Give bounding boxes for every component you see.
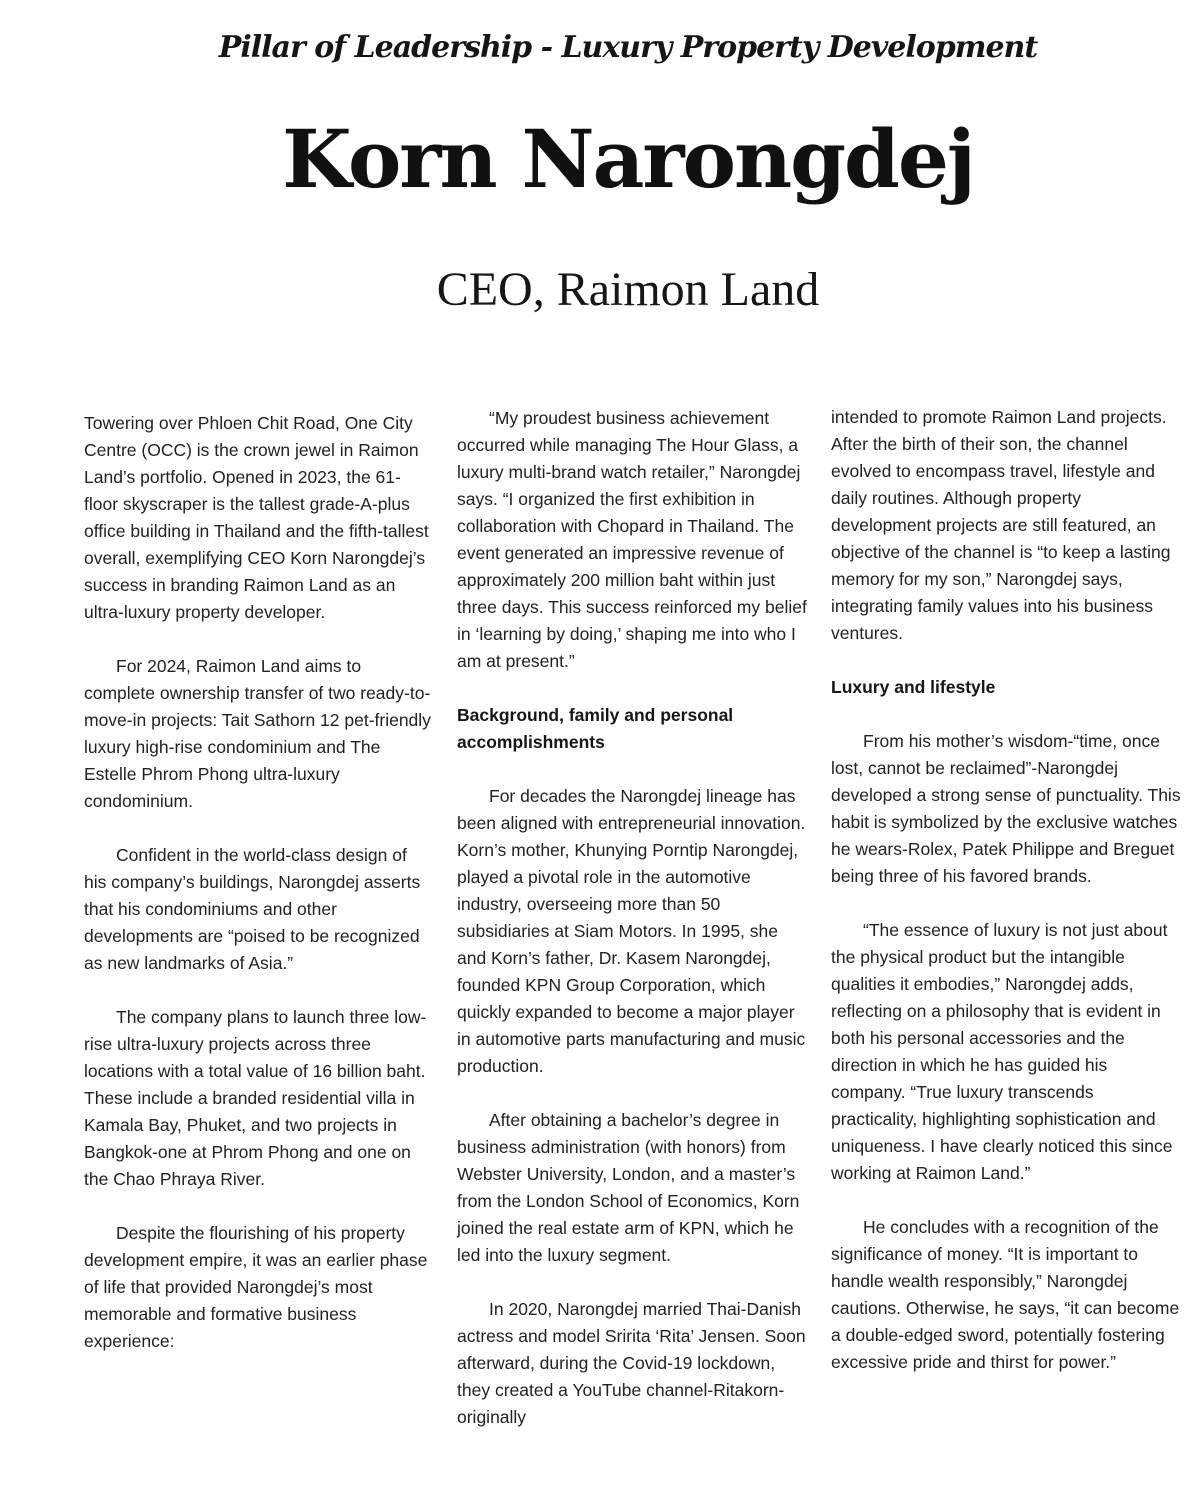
text-column-2	[457, 405, 807, 1458]
article-headline: Korn Narongdej	[282, 112, 974, 206]
body-paragraph: He concludes with a recognition of the significance of money. “It is important to handle wealth responsibly,” Narongdej cautions. Otherwise, he says, “it can become a double-edged sword, potentially fostering excessive pride and thirst for power.”	[831, 1217, 1180, 1372]
body-paragraph: After obtaining a bachelor’s degree in business administration (with honors) from Webster University, London, and a master’s from the London School of Economics, Korn joined the real estate arm of KPN, which he led into the luxury segment.	[457, 1110, 800, 1265]
section-heading: Background, family and personal accomplishments	[457, 705, 734, 752]
body-paragraph: “The essence of luxury is not just about the physical product but the intangible qualities it embodies,” Narongdej adds, reflecting on a philosophy that is evident in both his personal accessories and the direction in which he has guided his company. “True luxury transcends practicality, highlighting sophistication and uniqueness. I have clearly noticed this since working at Raimon Land.”	[831, 920, 1173, 1183]
body-paragraph: Despite the flourishing of his property development empire, it was an earlier phase of life that provided Narongdej’s most memorable and formative business experience:	[84, 1223, 428, 1351]
body-paragraph: Confident in the world-class design of his company’s buildings, Narongdej asserts that his condominiums and other developments are “poised to be recognized as new landmarks of Asia.”	[84, 845, 421, 973]
body-paragraph: “My proudest business achievement occurred while managing The Hour Glass, a luxury multi-brand watch retailer,” Narongdej says. “I organized the first exhibition in collaboration with Chopard in Thailand. The event generated an impressive revenue of approximately 200 million baht within just three days. This success reinforced my belief in ‘learning by doing,’ shaping me into who I am at present.”	[457, 408, 807, 671]
article-subheadline: CEO, Raimon Land	[436, 263, 820, 316]
text-column-3	[831, 404, 1181, 1403]
body-paragraph: The company plans to launch three low-rise ultra-luxury projects across three locations with a total value of 16 billion baht. These include a branded residential villa in Kamala Bay, Phuket, and two projects in Bangkok-one at Phrom Phong and one on the Chao Phraya River.	[84, 1007, 427, 1189]
body-paragraph: Towering over Phloen Chit Road, One City Centre (OCC) is the crown jewel in Raimon Land’s portfolio. Opened in 2023, the 61-floor skyscraper is the tallest grade-A-plus office building in Thailand and the fifth-tallest overall, exemplifying CEO Korn Narongdej’s success in branding Raimon Land as an ultra-luxury property developer.	[84, 413, 429, 622]
body-paragraph: From his mother’s wisdom-“time, once lost, cannot be reclaimed”-Narongdej developed a strong sense of punctuality. This habit is symbolized by the exclusive watches he wears-Rolex, Patek Philippe and Breguet being three of his favored brands.	[831, 731, 1181, 886]
body-paragraph: In 2020, Narongdej married Thai-Danish actress and model Sririta ‘Rita’ Jensen. Soon afterward, during the Covid-19 lockdown, they created a YouTube channel-Ritakorn-originally	[457, 1299, 806, 1427]
body-paragraph: For decades the Narongdej lineage has been aligned with entrepreneurial innovation. Korn’s mother, Khunying Porntip Narongdej, played a pivotal role in the automotive industry, overseeing more than 50 subsidiaries at Siam Motors. In 1995, she and Korn’s father, Dr. Kasem Narongdej, founded KPN Group Corporation, which quickly expanded to become a major player in automotive parts manufacturing and music production.	[457, 786, 806, 1076]
body-paragraph: For 2024, Raimon Land aims to complete ownership transfer of two ready-to-move-in projects: Tait Sathorn 12 pet-friendly luxury high-rise condominium and The Estelle Phrom Phong ultra-luxury condominium.	[84, 656, 431, 811]
section-heading: Luxury and lifestyle	[831, 677, 996, 697]
body-paragraph: intended to promote Raimon Land projects. After the birth of their son, the channel evolved to encompass travel, lifestyle and daily routines. Although property development projects are still featured, an objective of the channel is “to keep a lasting memory for my son,” Narongdej says, integrating family values into his business ventures.	[831, 407, 1171, 643]
section-kicker: Pillar of Leadership - Luxury Property Development	[218, 30, 1038, 65]
text-column-1	[84, 410, 434, 1382]
